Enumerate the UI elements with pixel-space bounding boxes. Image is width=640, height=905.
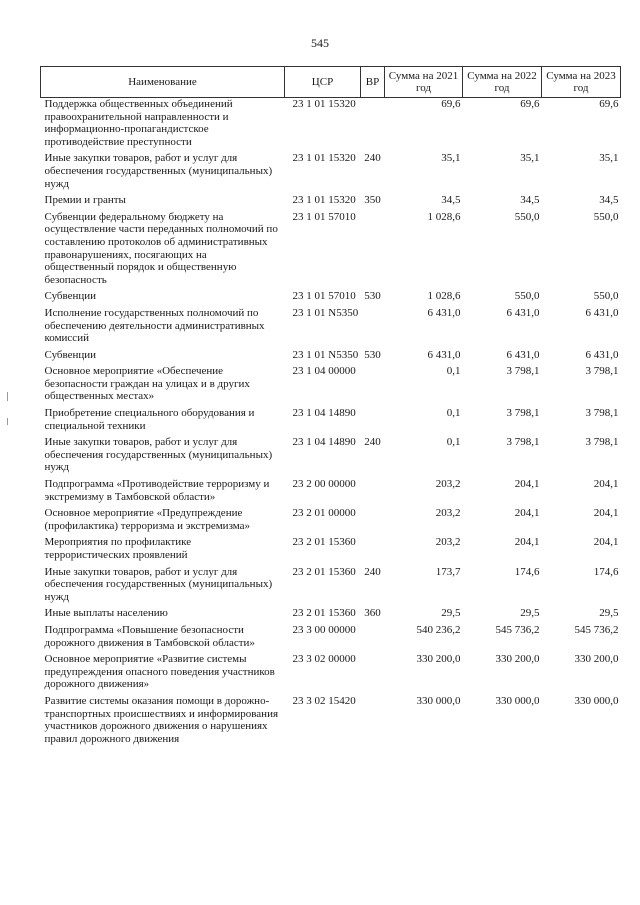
table-row <box>41 307 621 349</box>
row-vr-code <box>361 478 385 507</box>
row-vr-code <box>361 211 385 291</box>
row-sum-2023: 174,6 <box>593 565 619 578</box>
row-csr-code: 23 2 01 15360 <box>292 536 356 549</box>
row-sum-2022: 6 431,0 <box>506 306 540 319</box>
budget-table <box>40 66 621 749</box>
row-sum-2021: 203,2 <box>435 478 461 491</box>
row-name: Поддержка общественных объединений правоохранительной направленности и информационно-пропагандистское противодействие преступности <box>44 98 233 148</box>
row-vr-code <box>361 407 385 436</box>
row-vr-code <box>361 307 385 349</box>
row-sum-2021: 69,6 <box>441 98 461 110</box>
table-row <box>41 349 621 366</box>
row-sum-2021: 34,5 <box>441 194 461 207</box>
row-sum-2021: 6 431,0 <box>427 348 461 361</box>
table-body <box>41 98 621 750</box>
row-sum-2021: 0,1 <box>446 407 461 420</box>
row-name: Иные закупки товаров, работ и услуг для обеспечения государственных (муниципальных) нужд <box>44 152 273 190</box>
row-sum-2021: 6 431,0 <box>427 306 461 319</box>
table-row <box>41 478 621 507</box>
table-row <box>41 152 621 194</box>
row-sum-2022: 6 431,0 <box>506 348 540 361</box>
row-vr-code: 240 <box>364 565 381 578</box>
table-row <box>41 407 621 436</box>
row-csr-code: 23 1 01 N5350 <box>292 306 359 319</box>
table-row <box>41 566 621 608</box>
row-sum-2021: 29,5 <box>441 607 461 620</box>
row-sum-2022: 35,1 <box>520 152 540 165</box>
row-sum-2023: 35,1 <box>599 152 619 165</box>
row-sum-2021: 173,7 <box>435 565 461 578</box>
table-row <box>41 653 621 695</box>
row-sum-2022: 69,6 <box>520 98 540 110</box>
row-name: Основное мероприятие «Развитие системы предупреждения опасного поведения участников дорожного движения» <box>44 653 275 691</box>
table-row <box>41 365 621 407</box>
row-sum-2023: 6 431,0 <box>585 306 619 319</box>
row-csr-code: 23 2 01 15360 <box>292 607 356 620</box>
row-vr-code <box>361 536 385 565</box>
row-sum-2021: 0,1 <box>446 436 461 449</box>
row-name: Развитие системы оказания помощи в дорожно-транспортных происшествиях и информирования участников дорожного движения о нарушениях правил дорожного движения <box>44 694 279 745</box>
row-sum-2023: 545 736,2 <box>574 623 619 636</box>
header-row <box>41 67 621 98</box>
row-name: Субвенции федеральному бюджету на осуществление части переданных полномочий по составлению протоколов об административных правонарушениях, посягающих на общественный порядок и общественную безопасность <box>44 210 278 286</box>
row-csr-code: 23 1 01 15320 <box>292 98 356 110</box>
row-csr-code: 23 2 01 15360 <box>292 565 356 578</box>
row-sum-2022: 330 000,0 <box>495 694 540 707</box>
scan-margin-mark <box>7 392 8 401</box>
row-vr-code <box>361 507 385 536</box>
row-csr-code: 23 1 04 14890 <box>292 407 356 420</box>
row-csr-code: 23 2 00 00000 <box>292 478 356 491</box>
row-name: Иные выплаты населению <box>44 607 168 620</box>
header-csr: ЦСР <box>285 67 361 98</box>
row-csr-code: 23 1 01 57010 <box>292 210 356 223</box>
row-sum-2023: 34,5 <box>599 194 619 207</box>
table-row <box>41 436 621 478</box>
row-sum-2022: 29,5 <box>520 607 540 620</box>
row-sum-2021: 35,1 <box>441 152 461 165</box>
row-vr-code: 240 <box>364 152 381 165</box>
row-sum-2023: 550,0 <box>593 290 619 303</box>
row-sum-2021: 330 200,0 <box>416 653 461 666</box>
row-sum-2022: 204,1 <box>514 478 540 491</box>
table-row <box>41 98 621 153</box>
row-csr-code: 23 2 01 00000 <box>292 507 356 520</box>
row-csr-code: 23 1 04 14890 <box>292 436 356 449</box>
row-sum-2023: 69,6 <box>599 98 619 110</box>
row-csr-code: 23 1 01 57010 <box>292 290 356 303</box>
row-sum-2023: 330 000,0 <box>574 694 619 707</box>
row-sum-2023: 3 798,1 <box>585 407 619 420</box>
table-row <box>41 695 621 749</box>
row-name: Приобретение специального оборудования и специальной техники <box>44 407 255 432</box>
row-sum-2021: 1 028,6 <box>427 290 461 303</box>
table-row <box>41 507 621 536</box>
row-sum-2022: 3 798,1 <box>506 365 540 378</box>
table-row <box>41 607 621 624</box>
row-name: Премии и гранты <box>44 194 126 207</box>
page-number: 545 <box>311 36 329 50</box>
header-sum-2022: Сумма на 2022 год <box>463 67 542 98</box>
row-csr-code: 23 1 04 00000 <box>292 365 356 378</box>
row-name: Субвенции <box>44 348 97 361</box>
header-sum-2023: Сумма на 2023 год <box>542 67 621 98</box>
row-name: Подпрограмма «Повышение безопасности дорожного движения в Тамбовской области» <box>44 623 255 649</box>
scan-margin-mark <box>7 418 8 425</box>
row-sum-2022: 3 798,1 <box>506 407 540 420</box>
row-vr-code <box>361 653 385 695</box>
row-vr-code <box>361 695 385 749</box>
row-sum-2022: 550,0 <box>514 290 540 303</box>
row-vr-code: 530 <box>364 290 381 303</box>
table-row <box>41 536 621 565</box>
header-vr: ВР <box>361 67 385 98</box>
row-sum-2022: 545 736,2 <box>495 623 540 636</box>
row-csr-code: 23 3 02 15420 <box>292 694 356 707</box>
header-name: Наименование <box>41 67 285 98</box>
row-sum-2022: 330 200,0 <box>495 653 540 666</box>
row-sum-2022: 204,1 <box>514 536 540 549</box>
row-sum-2023: 3 798,1 <box>585 436 619 449</box>
table-row <box>41 211 621 291</box>
row-vr-code: 360 <box>364 607 381 620</box>
row-sum-2023: 3 798,1 <box>585 365 619 378</box>
row-sum-2022: 3 798,1 <box>506 436 540 449</box>
row-sum-2022: 550,0 <box>514 210 540 223</box>
row-csr-code: 23 3 00 00000 <box>292 623 356 636</box>
budget-table-container <box>40 66 620 749</box>
row-vr-code <box>361 365 385 407</box>
row-csr-code: 23 3 02 00000 <box>292 653 356 666</box>
row-sum-2021: 203,2 <box>435 507 461 520</box>
row-sum-2021: 1 028,6 <box>427 210 461 223</box>
row-vr-code <box>361 624 385 653</box>
row-sum-2021: 330 000,0 <box>416 694 461 707</box>
row-vr-code: 350 <box>364 194 381 207</box>
row-name: Иные закупки товаров, работ и услуг для обеспечения государственных (муниципальных) нужд <box>44 565 273 603</box>
row-sum-2022: 174,6 <box>514 565 540 578</box>
row-sum-2022: 204,1 <box>514 507 540 520</box>
row-name: Мероприятия по профилактике террористических проявлений <box>44 536 192 561</box>
table-row <box>41 194 621 211</box>
table-row <box>41 290 621 307</box>
row-csr-code: 23 1 01 15320 <box>292 194 356 207</box>
row-name: Подпрограмма «Противодействие терроризму и экстремизму в Тамбовской области» <box>44 478 270 503</box>
row-sum-2021: 203,2 <box>435 536 461 549</box>
row-sum-2023: 204,1 <box>593 507 619 520</box>
row-sum-2021: 0,1 <box>446 365 461 378</box>
row-name: Основное мероприятие «Предупреждение (профилактика) терроризма и экстремизма» <box>44 507 251 532</box>
row-name: Исполнение государственных полномочий по обеспечению деятельности административных комиссий <box>44 306 265 345</box>
row-sum-2021: 540 236,2 <box>416 623 461 636</box>
table-header <box>41 67 621 98</box>
table-row <box>41 624 621 653</box>
row-sum-2023: 204,1 <box>593 478 619 491</box>
row-sum-2023: 550,0 <box>593 210 619 223</box>
row-sum-2022: 34,5 <box>520 194 540 207</box>
row-sum-2023: 29,5 <box>599 607 619 620</box>
row-name: Субвенции <box>44 290 97 303</box>
row-sum-2023: 330 200,0 <box>574 653 619 666</box>
row-sum-2023: 6 431,0 <box>585 348 619 361</box>
row-vr-code: 240 <box>364 436 381 449</box>
row-sum-2023: 204,1 <box>593 536 619 549</box>
header-sum-2021: Сумма на 2021 год <box>385 67 463 98</box>
row-name: Иные закупки товаров, работ и услуг для обеспечения государственных (муниципальных) нужд <box>44 436 273 474</box>
row-vr-code <box>361 98 385 153</box>
row-name: Основное мероприятие «Обеспечение безопасности граждан на улицах и в других общественных местах» <box>44 365 250 403</box>
row-vr-code: 530 <box>364 348 381 361</box>
row-csr-code: 23 1 01 N5350 <box>292 348 359 361</box>
row-csr-code: 23 1 01 15320 <box>292 152 356 165</box>
